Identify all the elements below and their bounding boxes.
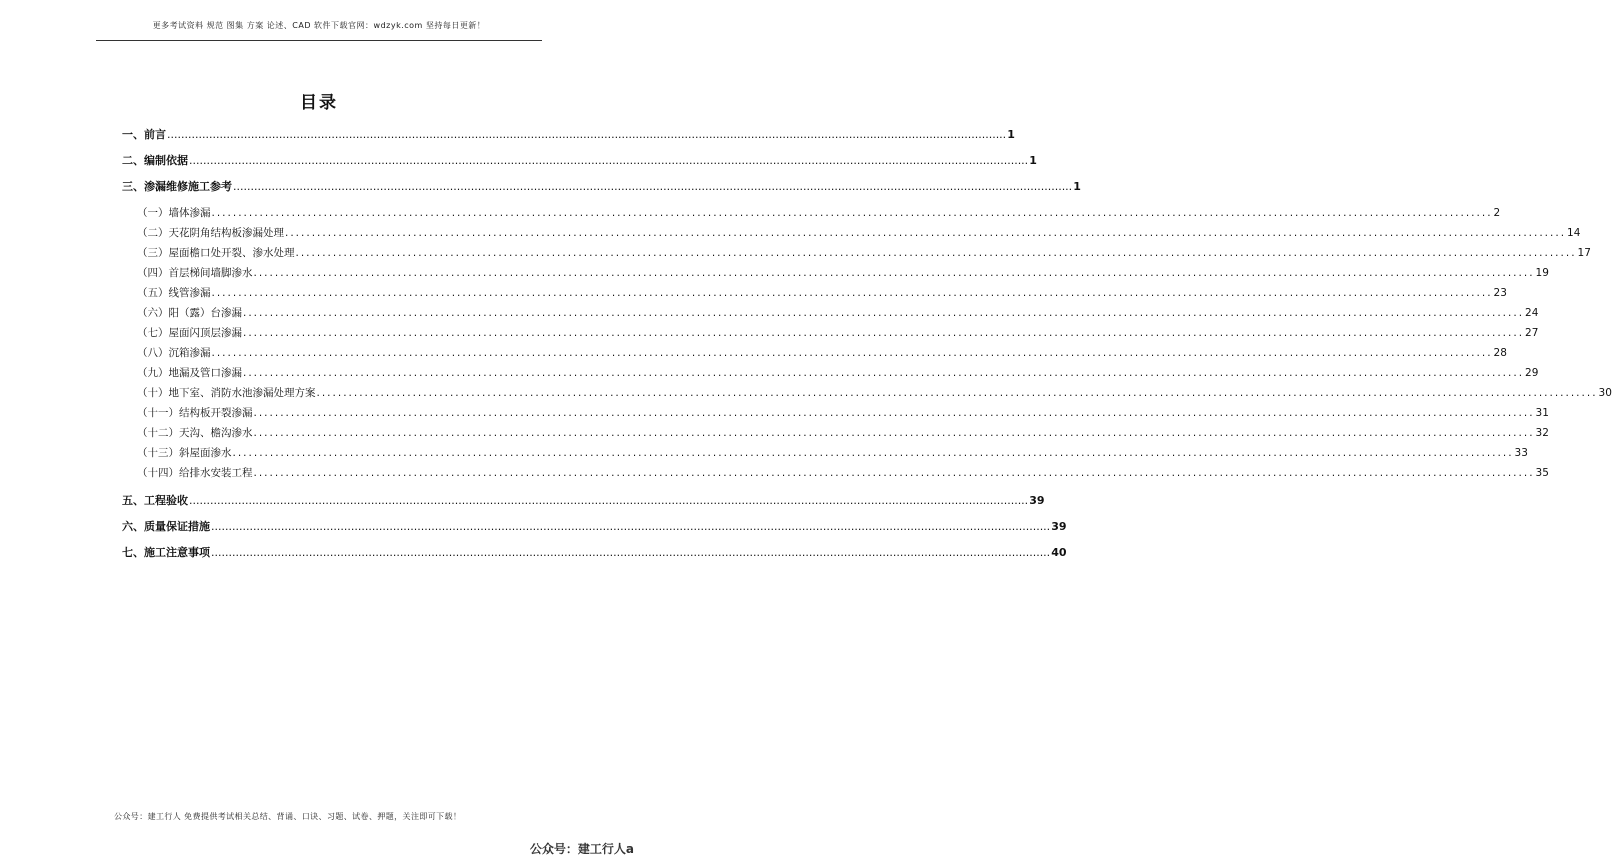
toc-leader-dots: ................................................................................................................................................................................................................................................ [211,347,1493,359]
toc-entry-page: 40 [1051,546,1067,559]
toc-entry-label: （七）屋面闪顶层渗漏 [137,327,242,339]
toc-entry-3-11[interactable] [137,405,1549,420]
toc-entry-page: 17 [1577,247,1591,259]
header-rule [96,40,542,41]
toc-entry-label: （二）天花阴角结构板渗漏处理 [137,227,284,239]
toc-leader-dots: ................................................................................................................................................................................................................................................ [253,267,1535,279]
toc-entry-label: （五）线管渗漏 [137,287,211,299]
toc-entry-3-5[interactable] [137,285,1507,300]
toc-title: 目录 [300,93,338,113]
toc-entry-page: 1 [1029,154,1037,167]
toc-entry-label: （十三）斜屋面渗水 [137,447,232,459]
toc-leader-dots: ................................................................................................................................................................................................................................................ [189,494,1029,507]
toc-entry-3-2[interactable] [137,225,1581,240]
toc-entry-page: 32 [1535,427,1549,439]
toc-entry-page: 29 [1525,367,1539,379]
toc-entry-page: 30 [1598,387,1612,399]
toc-leader-dots: ................................................................................................................................................................................................................................................ [253,407,1535,419]
toc-entry-page: 1 [1073,180,1081,193]
toc-entry-3-6[interactable] [137,305,1539,320]
toc-entry-1[interactable] [122,126,1015,142]
toc-entry-5[interactable] [122,492,1045,508]
toc-leader-dots: ................................................................................................................................................................................................................................................ [243,307,1525,319]
toc-entry-3[interactable] [122,178,1081,194]
toc-leader-dots: ................................................................................................................................................................................................................................................ [211,207,1493,219]
toc-entry-3-3[interactable] [137,245,1591,260]
toc-entry-label: （八）沉箱渗漏 [137,347,211,359]
toc-leader-dots: ................................................................................................................................................................................................................................................ [167,128,1007,141]
toc-entry-3-1[interactable] [137,205,1501,220]
toc-entry-3-10[interactable] [137,385,1612,400]
toc-entry-page: 14 [1567,227,1581,239]
toc-leader-dots: ................................................................................................................................................................................................................................................ [233,180,1073,193]
toc-entry-label: （十）地下室、消防水池渗漏处理方案 [137,387,316,399]
toc-entry-page: 2 [1493,207,1501,219]
toc-entry-page: 27 [1525,327,1539,339]
page-header: 更多考试资料 规范 图集 方案 论述、CAD 软件下载官网：wdzyk.com 坚持每日更新！ [152,21,486,30]
toc-entry-page: 39 [1051,520,1067,533]
toc-leader-dots: ................................................................................................................................................................................................................................................ [253,467,1535,479]
toc-entry-3-7[interactable] [137,325,1539,340]
toc-leader-dots: ................................................................................................................................................................................................................................................ [211,546,1051,559]
toc-entry-3-13[interactable] [137,445,1528,460]
toc-leader-dots: ................................................................................................................................................................................................................................................ [285,227,1567,239]
toc-entry-page: 39 [1029,494,1045,507]
toc-leader-dots: ................................................................................................................................................................................................................................................ [253,427,1535,439]
toc-entry-page: 24 [1525,307,1539,319]
toc-leader-dots: ................................................................................................................................................................................................................................................ [211,520,1051,533]
toc-entry-6[interactable] [122,518,1067,534]
toc-entry-page: 19 [1535,267,1549,279]
toc-entry-label: （三）屋面檐口处开裂、渗水处理 [137,247,295,259]
toc-entry-label: （十四）给排水安装工程 [137,467,253,479]
toc-leader-dots: ................................................................................................................................................................................................................................................ [243,327,1525,339]
toc-entry-page: 35 [1535,467,1549,479]
toc-entry-2[interactable] [122,152,1037,168]
toc-entry-page: 31 [1535,407,1549,419]
toc-leader-dots: ................................................................................................................................................................................................................................................ [295,247,1577,259]
toc-entry-3-14[interactable] [137,465,1549,480]
toc-entry-3-9[interactable] [137,365,1539,380]
toc-entry-label: 五、工程验收 [122,494,188,507]
toc-entry-3-4[interactable] [137,265,1549,280]
toc-entry-3-8[interactable] [137,345,1507,360]
toc-entry-3-12[interactable] [137,425,1549,440]
toc-entry-page: 28 [1493,347,1507,359]
toc-entry-label: 六、质量保证措施 [122,520,210,533]
toc-entry-label: （六）阳（露）台渗漏 [137,307,242,319]
toc-leader-dots: ................................................................................................................................................................................................................................................ [189,154,1029,167]
toc-entry-label: （十二）天沟、檐沟渗水 [137,427,253,439]
toc-entry-label: 二、编制依据 [122,154,188,167]
toc-entry-7[interactable] [122,544,1067,560]
toc-entry-label: 一、前言 [122,128,166,141]
toc-entry-page: 1 [1007,128,1015,141]
page-footer: 公众号：建工行人 免费提供考试相关总结、背诵、口诀、习题、试卷、押题，关注即可下载！ [114,812,462,821]
toc-entry-label: 七、施工注意事项 [122,546,210,559]
toc-entry-page: 33 [1514,447,1528,459]
toc-leader-dots: ................................................................................................................................................................................................................................................ [243,367,1525,379]
toc-entry-label: 三、渗漏维修施工参考 [122,180,232,193]
toc-entry-label: （十一）结构板开裂渗漏 [137,407,253,419]
toc-leader-dots: ................................................................................................................................................................................................................................................ [316,387,1598,399]
toc-entry-label: （九）地漏及管口渗漏 [137,367,242,379]
toc-entry-label: （四）首层梯间墙脚渗水 [137,267,253,279]
toc-leader-dots: ................................................................................................................................................................................................................................................ [232,447,1514,459]
toc-entry-page: 23 [1493,287,1507,299]
toc-leader-dots: ................................................................................................................................................................................................................................................ [211,287,1493,299]
toc-entry-label: （一）墙体渗漏 [137,207,211,219]
watermark: 公众号：建工行人a [529,842,634,856]
